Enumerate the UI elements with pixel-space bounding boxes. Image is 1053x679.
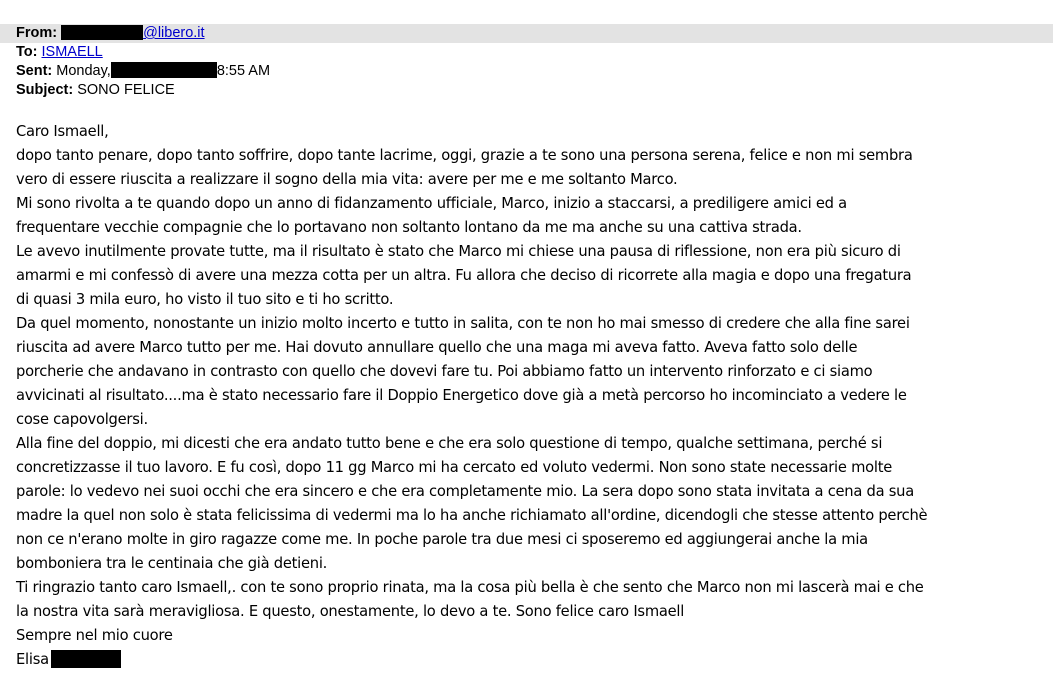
redacted-sender-name: [61, 25, 143, 40]
letter-line: riuscita ad avere Marco tutto per me. Hai dovuto annullare quello che una maga mi aveva fatto. Aveva fatto solo delle: [16, 339, 858, 356]
letter-line: frequentare vecchie compagnie che lo portavano non soltanto lontano da me ma anche su una cattiva strada.: [16, 219, 802, 236]
to-row: [0, 43, 1053, 62]
letter-line: Ti ringrazio tanto caro Ismaell,. con te sono proprio rinata, ma la cosa più bella è che sento che Marco non mi lascerà mai e che: [16, 579, 924, 596]
letter-line: Le avevo inutilmente provate tutte, ma il risultato è stato che Marco mi chiese una pausa di riflessione, non era più sicuro di: [16, 243, 901, 260]
letter-line: la nostra vita sarà meravigliosa. E questo, onestamente, lo devo a te. Sono felice caro Ismaell: [16, 603, 685, 620]
letter-line: di quasi 3 mila euro, ho visto il tuo sito e ti ho scritto.: [16, 291, 394, 308]
letter-line: vero di essere riuscita a realizzare il sogno della mia vita: avere per me e me soltanto Marco.: [16, 171, 678, 188]
letter-line: amarmi e mi confessò di avere una mezza cotta per un altra. Fu allora che deciso di ricorrete alla magia e dopo una fregatura: [16, 267, 912, 284]
letter-line: Mi sono rivolta a te quando dopo un anno di fidanzamento ufficiale, Marco, inizio a staccarsi, a prediligere amici ed a: [16, 195, 847, 212]
letter-line: Sempre nel mio cuore: [16, 627, 173, 644]
letter-line: cose capovolgersi.: [16, 411, 148, 428]
from-label: From:: [16, 25, 58, 41]
from-domain-link[interactable]: @libero.it: [143, 25, 205, 41]
letter-line: concretizzasse il tuo lavoro. E fu così, dopo 11 gg Marco mi ha cercato ed voluto vedermi. Non sono state necessarie molte: [16, 459, 892, 476]
subject-label: Subject:: [16, 82, 74, 98]
from-row: [0, 24, 1053, 43]
letter-line: bomboniera tra le centinaia che già detieni.: [16, 555, 328, 572]
signature-line: [16, 648, 1052, 672]
subject-value: SONO FELICE: [77, 82, 175, 98]
email-header: [0, 24, 1053, 100]
sent-day: Monday,: [56, 63, 111, 79]
letter-line: Da quel momento, nonostante un inizio molto incerto e tutto in salita, con te non ho mai smesso di credere che alla fine sarei: [16, 315, 910, 332]
letter-line: non ce n'erano molte in giro ragazze come me. In poche parole tra due mesi ci sposeremo ed aggiungerai anche la mia: [16, 531, 868, 548]
sent-time: 8:55 AM: [216, 63, 271, 79]
sent-label: Sent:: [16, 63, 53, 79]
redacted-surname: [51, 650, 121, 668]
sent-row: [0, 62, 1053, 81]
letter-line: parole: lo vedevo nei suoi occhi che era sincero e che era completamente mio. La sera dopo sono stata invitata a cena da sua: [16, 483, 914, 500]
letter-line: avvicinati al risultato....ma è stato necessario fare il Doppio Energetico dove già a metà percorso ho incominciato a vedere le: [16, 387, 907, 404]
letter-line: dopo tanto penare, dopo tanto soffrire, dopo tante lacrime, oggi, grazie a te sono una persona serena, felice e non mi sembra: [16, 147, 913, 164]
to-recipient-link[interactable]: ISMAELL: [41, 44, 103, 60]
letter-line: madre la quel non solo è stata felicissima di vedermi ma lo ha anche richiamato all'ordine, dicendogli che stesse attento perchè: [16, 507, 928, 524]
letter-body: [16, 120, 1052, 672]
letter-line: porcherie che andavano in contrasto con quello che dovevi fare tu. Poi abbiamo fatto un intervento rinforzato e ci siamo: [16, 363, 873, 380]
letter-line: Caro Ismaell,: [16, 123, 109, 140]
redacted-sent-date: [111, 62, 217, 78]
to-label: To:: [16, 44, 38, 60]
signature-name: Elisa: [16, 651, 49, 668]
letter-line: Alla fine del doppio, mi dicesti che era andato tutto bene e che era solo questione di tempo, qualche settimana, perché si: [16, 435, 883, 452]
subject-row: [0, 81, 1053, 100]
